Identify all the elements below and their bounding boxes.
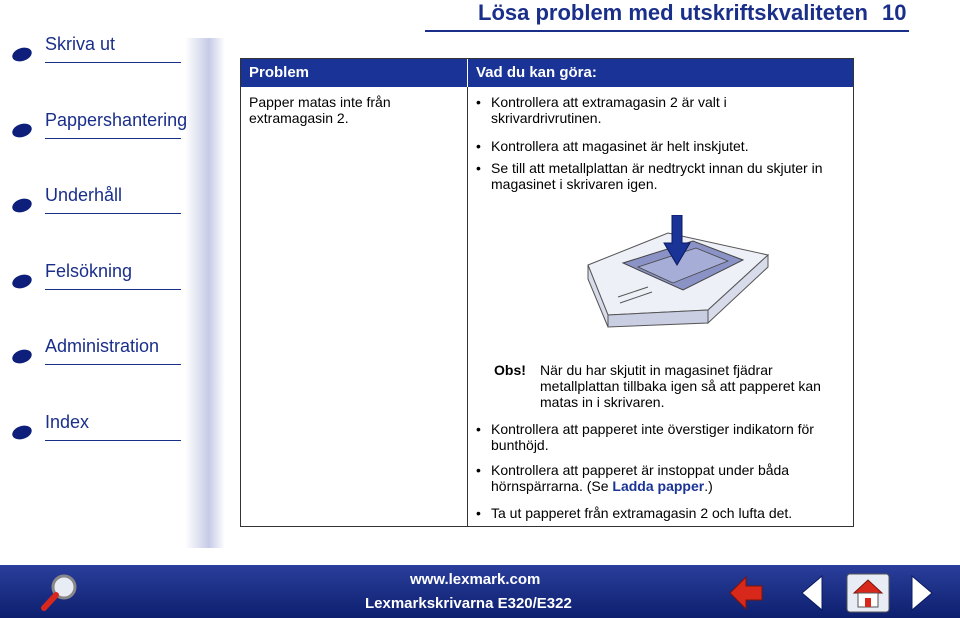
home-icon[interactable] <box>846 573 890 613</box>
note-text: När du har skjutit in magasinet fjädrar metallplattan tillbaka igen så att papperet kan matas in i skrivaren. <box>540 362 821 410</box>
column-header-action: Vad du kan göra: <box>476 64 597 81</box>
sidebar-item-administration[interactable] <box>0 330 182 370</box>
list-item: • Kontrollera att extramagasin 2 är valt i skrivardrivrutinen. <box>491 94 791 126</box>
list-item: • Kontrollera att magasinet är helt inskjutet. <box>491 138 841 154</box>
paper-tray-illustration <box>578 215 778 345</box>
ladda-papper-link[interactable]: Ladda papper <box>612 478 705 494</box>
column-header-problem: Problem <box>249 64 310 81</box>
sidebar-item-label: Administration <box>45 336 160 356</box>
footer-url[interactable]: www.lexmark.com <box>410 571 541 588</box>
sidebar-item-felsokning[interactable] <box>0 255 182 295</box>
bullet-dot-icon <box>10 272 33 291</box>
list-item-text: Kontrollera att papperet är instoppat under båda hörnspärrarna. (Se <box>491 462 790 494</box>
sidebar-shade <box>185 38 225 548</box>
note-block <box>494 362 844 410</box>
magnifier-icon[interactable] <box>38 571 86 613</box>
previous-page-icon[interactable] <box>800 574 824 612</box>
list-item: • Ta ut papperet från extramagasin 2 och lufta det. <box>491 505 841 521</box>
sidebar-item-index[interactable] <box>0 406 182 446</box>
page-title: Lösa problem med utskriftskvaliteten <box>478 0 868 25</box>
sidebar-item-label: Felsökning <box>45 261 133 281</box>
sidebar-underline <box>45 62 181 63</box>
bullet-dot-icon <box>10 347 33 366</box>
footer-bar <box>0 565 960 618</box>
sidebar-underline <box>45 289 181 290</box>
sidebar-item-label: Underhåll <box>45 185 123 205</box>
page-number: 10 <box>882 0 907 25</box>
title-rule <box>425 30 909 32</box>
list-item: • Kontrollera att papperet inte överstiger indikatorn för bunthöjd. <box>491 421 841 453</box>
footer-model: Lexmarkskrivarna E320/E322 <box>365 595 572 612</box>
bullet-dot-icon <box>10 423 33 442</box>
next-page-icon[interactable] <box>910 574 934 612</box>
sidebar-item-skriva-ut[interactable] <box>0 28 182 68</box>
sidebar-item-label: Pappershantering <box>45 110 188 130</box>
bullet-dot-icon <box>10 121 33 140</box>
back-arrow-icon[interactable] <box>728 575 764 611</box>
note-label: Obs! <box>494 362 526 378</box>
list-item <box>491 462 841 494</box>
column-divider <box>467 87 468 526</box>
sidebar-item-underhall[interactable] <box>0 179 182 219</box>
sidebar-underline <box>45 138 181 139</box>
sidebar-item-label: Skriva ut <box>45 34 116 54</box>
bullet-dot-icon <box>10 196 33 215</box>
list-item: • Se till att metallplattan är nedtryckt innan du skjuter in magasinet i skrivaren igen. <box>491 160 841 192</box>
bullet-dot-icon <box>10 45 33 64</box>
table-header <box>241 59 853 87</box>
list-item-text: .) <box>704 478 713 494</box>
sidebar-underline <box>45 440 181 441</box>
sidebar-item-pappershantering[interactable] <box>0 104 188 144</box>
sidebar-item-label: Index <box>45 412 90 432</box>
sidebar-underline <box>45 364 181 365</box>
header-divider <box>467 59 468 87</box>
problem-cell: Papper matas inte från extramagasin 2. <box>249 94 391 126</box>
sidebar-underline <box>45 213 181 214</box>
